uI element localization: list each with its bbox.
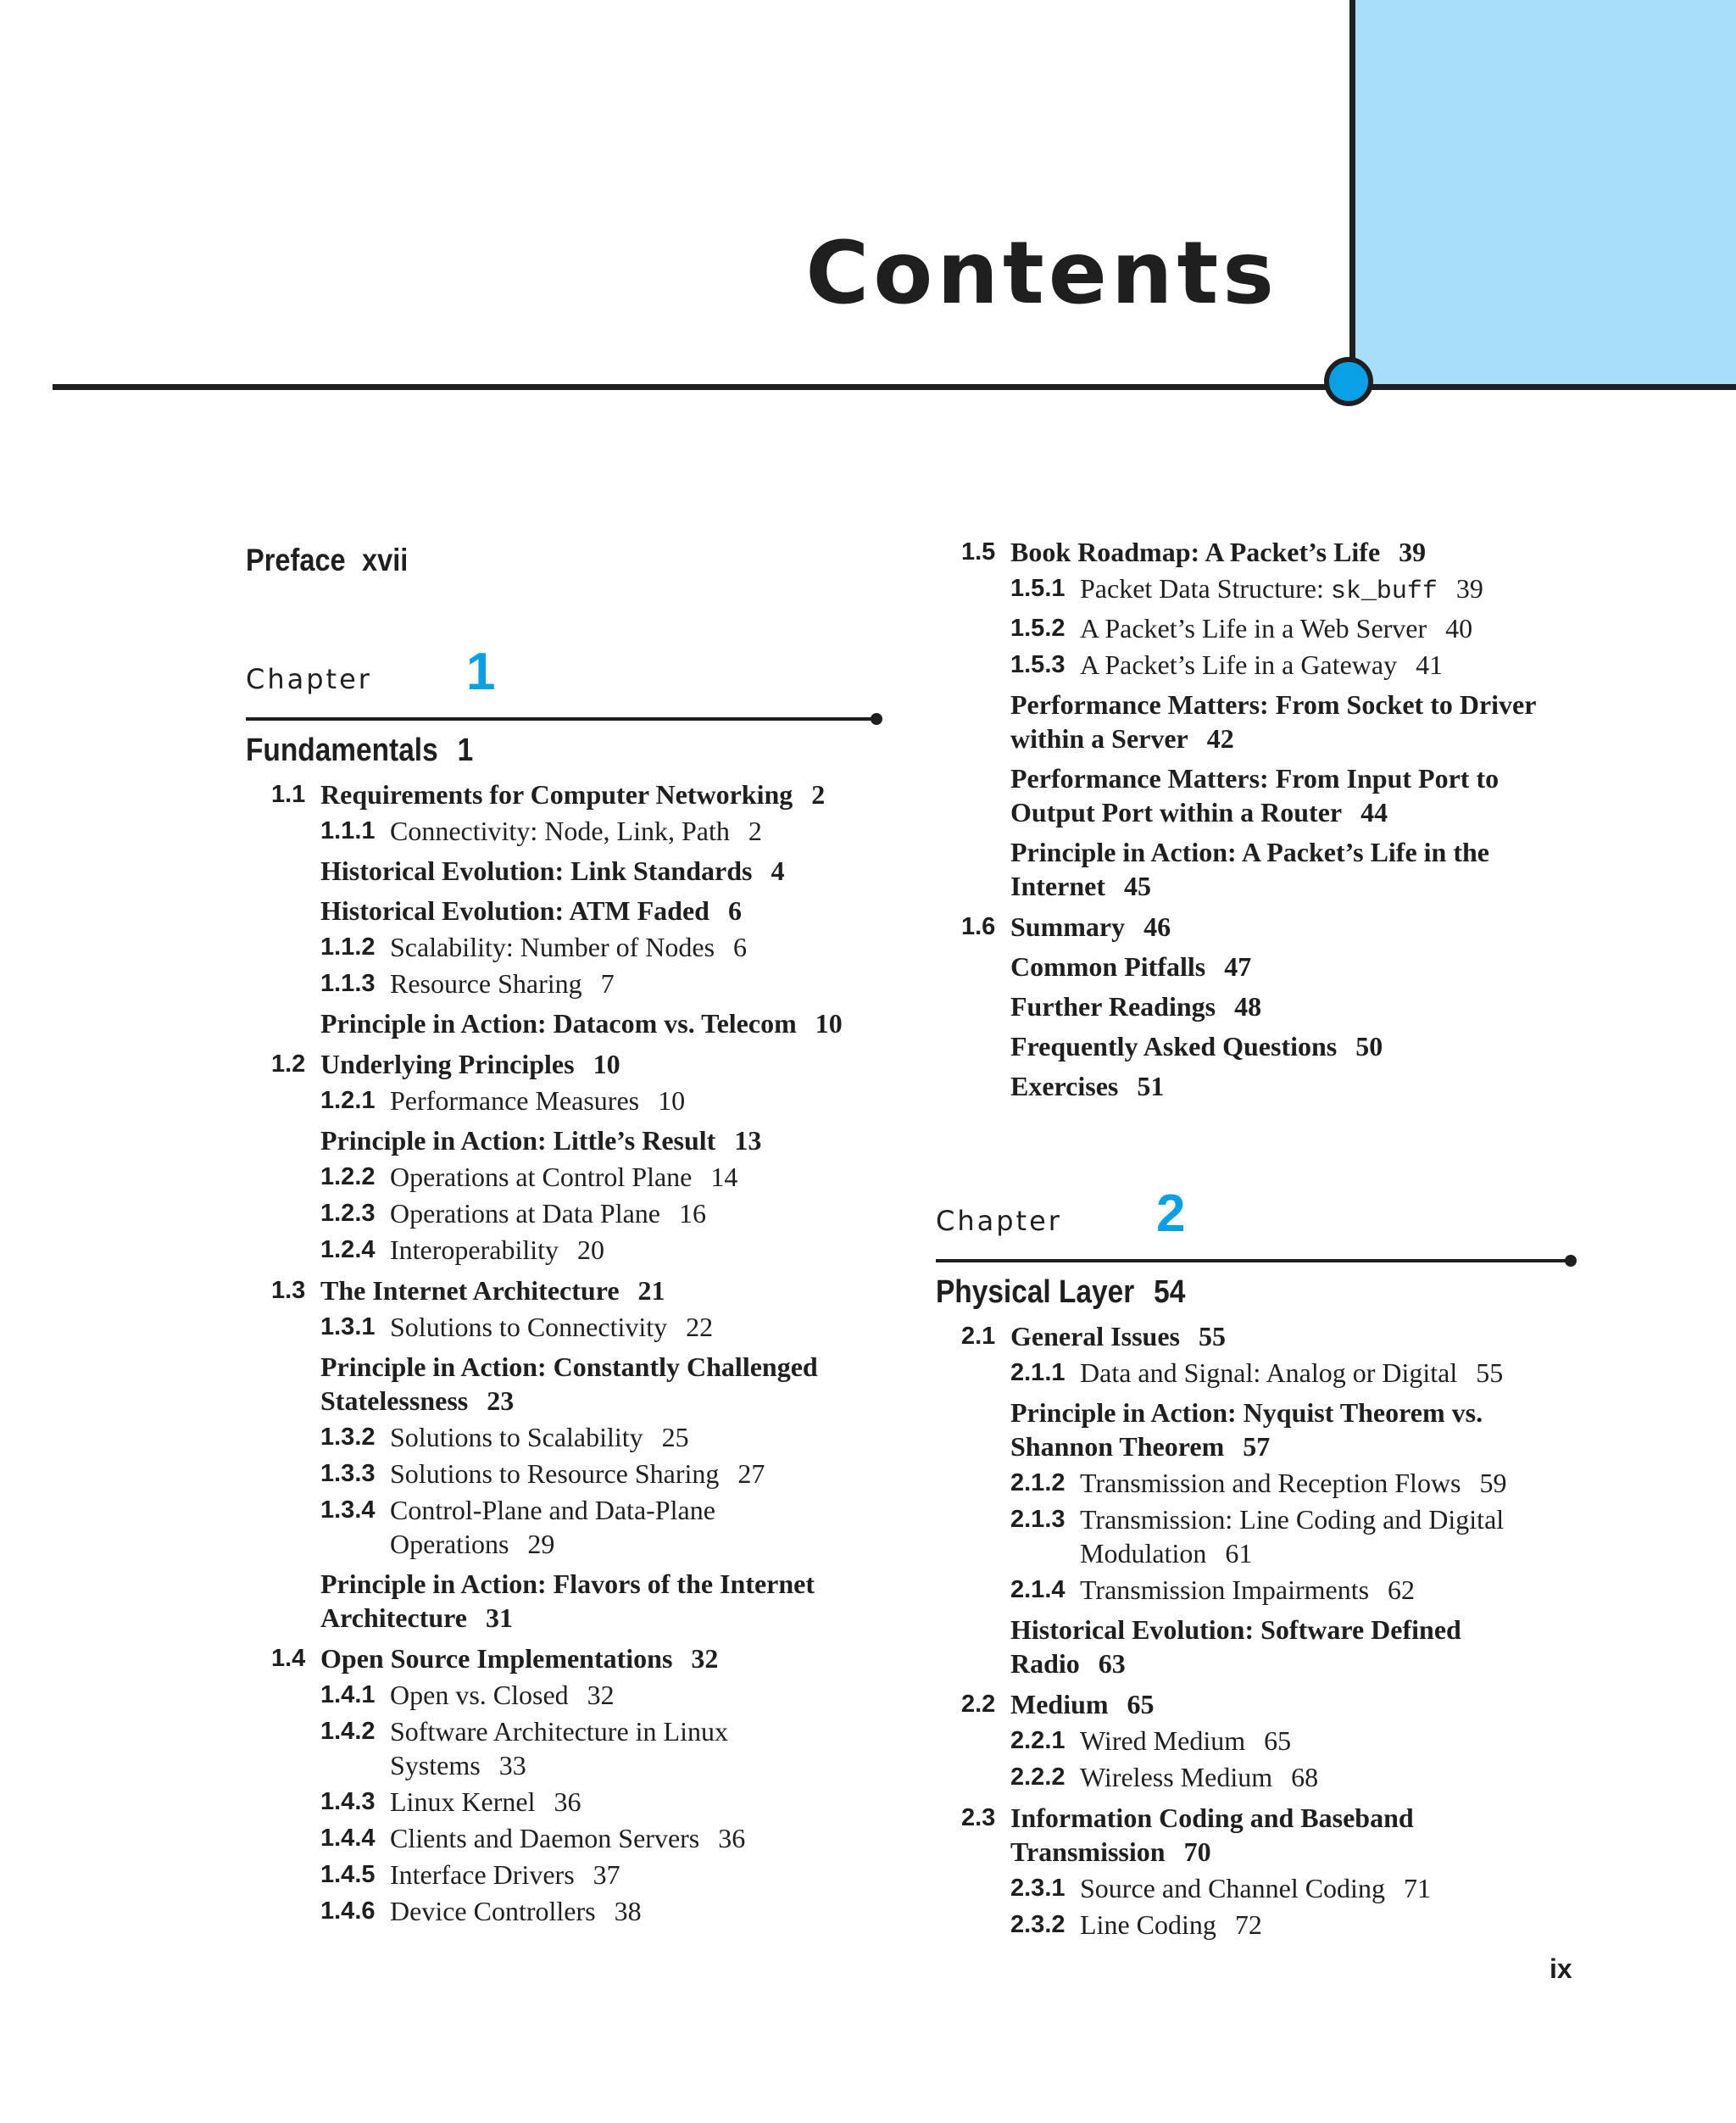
toc-entries <box>936 535 1614 1103</box>
chapter-number: 1 <box>466 643 496 701</box>
entry-page: 50 <box>1355 1031 1383 1062</box>
chapter-rule <box>936 1259 1572 1262</box>
entry-title: Principle in Action: A Packet’s Life in the <box>1010 837 1489 867</box>
section-number: 2.1.1 <box>1010 1359 1066 1386</box>
entry-title: A Packet’s Life in a Web Server <box>1080 613 1427 644</box>
entry-page: 39 <box>1399 537 1427 567</box>
entry-page: 2 <box>811 779 826 810</box>
chapter-title[interactable] <box>246 733 813 769</box>
section-number: 1.3.2 <box>320 1424 376 1451</box>
entry-title: Interoperability <box>390 1234 559 1265</box>
toc-entry[interactable] <box>320 1821 890 1855</box>
entry-title-continued: Radio <box>1010 1648 1080 1679</box>
toc-entry[interactable] <box>1010 1069 1614 1103</box>
entry-title: Common Pitfalls <box>1010 951 1206 982</box>
entry-title: Transmission and Reception Flows <box>1080 1468 1461 1498</box>
entry-title-continued: within a Server <box>1010 723 1188 754</box>
toc-entry[interactable] <box>961 1687 1614 1721</box>
section-number: 2.2 <box>961 1691 996 1718</box>
entry-title: Exercises <box>1010 1071 1119 1101</box>
section-number: 1.4.2 <box>320 1718 376 1745</box>
toc-entry[interactable] <box>320 1858 890 1892</box>
entry-page: 48 <box>1234 991 1262 1022</box>
toc-entry[interactable] <box>271 1047 890 1081</box>
toc-entries <box>936 1319 1614 1942</box>
entry-page: 29 <box>527 1529 555 1559</box>
entry-page: 22 <box>686 1312 714 1342</box>
toc-entry[interactable] <box>1010 1613 1614 1680</box>
section-number: 1.3.1 <box>320 1313 376 1340</box>
entry-page: 72 <box>1234 1909 1262 1940</box>
entry-title: Control-Plane and Data-Plane <box>390 1495 715 1525</box>
toc-entry[interactable] <box>320 1894 890 1928</box>
toc-entry[interactable] <box>320 854 890 888</box>
section-number: 2.3.1 <box>1010 1875 1066 1902</box>
entry-page: 38 <box>614 1896 642 1926</box>
toc-entry[interactable] <box>320 1123 890 1157</box>
toc-entry[interactable] <box>1010 648 1614 682</box>
entry-title: Principle in Action: Datacom vs. Telecom <box>320 1008 797 1039</box>
entry-page: 46 <box>1143 911 1171 942</box>
entry-title: Historical Evolution: Link Standards <box>320 855 753 886</box>
header-vertical-rule <box>1349 0 1355 388</box>
entry-page: 13 <box>734 1125 762 1156</box>
entry-title: Medium <box>1010 1689 1109 1719</box>
section-number: 1.5.3 <box>1010 651 1066 678</box>
section-number: 1.1.1 <box>320 817 376 844</box>
entry-page: 6 <box>733 932 748 962</box>
toc-entry[interactable] <box>320 1084 890 1117</box>
entry-page: 55 <box>1199 1321 1226 1351</box>
right-column <box>936 528 1614 1942</box>
entry-title: A Packet’s Life in a Gateway <box>1080 649 1398 680</box>
section-number: 2.2.1 <box>1010 1727 1066 1754</box>
entry-page: 20 <box>577 1234 605 1265</box>
entry-page: 57 <box>1243 1431 1271 1462</box>
toc-entry[interactable] <box>961 535 1614 569</box>
chapter-title-text: Physical Layer <box>936 1274 1135 1310</box>
entry-page: 32 <box>587 1680 615 1710</box>
entry-page: 27 <box>737 1458 765 1489</box>
entry-title: Wired Medium <box>1080 1725 1246 1756</box>
entry-title: Open vs. Closed <box>390 1680 569 1710</box>
entry-title: Requirements for Computer Networking <box>320 779 793 810</box>
entry-page: 42 <box>1206 723 1234 754</box>
entry-page: 21 <box>637 1275 665 1306</box>
entry-title-continued: Modulation <box>1080 1538 1207 1569</box>
chapter-word: Chapter <box>936 1205 1062 1237</box>
section-number: 2.1.4 <box>1010 1576 1066 1603</box>
entry-page: 6 <box>727 895 742 926</box>
entry-title: Linux Kernel <box>390 1786 536 1817</box>
entry-page: 45 <box>1123 871 1151 901</box>
entry-page: 65 <box>1264 1725 1292 1756</box>
entry-page: 36 <box>718 1823 746 1853</box>
left-column <box>246 543 890 1928</box>
entry-page: 70 <box>1183 1836 1211 1867</box>
entry-page: 59 <box>1479 1468 1507 1498</box>
toc-entry[interactable] <box>1010 1724 1614 1758</box>
section-number: 2.2.2 <box>1010 1764 1066 1791</box>
section-number: 2.1.3 <box>1010 1506 1066 1533</box>
entry-title: Performance Matters: From Input Port to <box>1010 763 1500 794</box>
section-number: 1.4.3 <box>320 1788 376 1815</box>
toc-entry[interactable] <box>320 1678 890 1712</box>
toc-entry[interactable] <box>320 1160 890 1194</box>
entry-page: 51 <box>1137 1071 1165 1101</box>
entry-title: Solutions to Resource Sharing <box>390 1458 720 1489</box>
section-number: 1.5.2 <box>1010 615 1066 642</box>
chapter-page: 54 <box>1154 1274 1186 1310</box>
toc-entry[interactable] <box>961 1801 1614 1869</box>
toc-entry[interactable] <box>320 814 890 848</box>
preface-page: xvii <box>362 543 409 577</box>
entry-page: 55 <box>1476 1357 1504 1388</box>
entry-title: Scalability: Number of Nodes <box>390 932 715 962</box>
chapter-rule <box>246 717 877 721</box>
entry-page: 31 <box>485 1602 513 1633</box>
toc-entry[interactable] <box>320 967 890 1000</box>
toc-entry[interactable] <box>320 1233 890 1267</box>
section-number: 1.4.1 <box>320 1681 376 1708</box>
entry-page: 71 <box>1403 1873 1431 1903</box>
entry-title: Connectivity: Node, Link, Path <box>390 816 730 846</box>
toc-entry[interactable] <box>1010 761 1614 829</box>
toc-entries <box>246 777 890 1928</box>
toc-entry[interactable] <box>1010 835 1614 903</box>
entry-page: 41 <box>1416 649 1444 680</box>
section-number: 1.4 <box>271 1645 306 1672</box>
entry-page: 36 <box>554 1786 581 1817</box>
section-number: 1.6 <box>961 913 996 940</box>
toc-entry[interactable] <box>271 1273 890 1307</box>
section-number: 2.1 <box>961 1323 996 1350</box>
toc-entry[interactable] <box>320 1785 890 1819</box>
entry-title: The Internet Architecture <box>320 1275 620 1306</box>
entry-title: Line Coding <box>1080 1909 1216 1940</box>
section-number: 1.4.4 <box>320 1825 376 1852</box>
toc-entry[interactable] <box>320 1457 890 1491</box>
entry-page: 10 <box>593 1049 620 1079</box>
chapter-2-heading <box>936 1181 1614 1243</box>
toc-entry[interactable] <box>320 1493 890 1561</box>
chapter-number: 2 <box>1156 1184 1186 1243</box>
entry-page: 23 <box>487 1385 515 1416</box>
toc-entry[interactable] <box>1010 611 1614 645</box>
section-number: 1.3 <box>271 1277 306 1304</box>
entry-title-continued: Operations <box>390 1529 509 1559</box>
chapter-title-text: Fundamentals <box>246 733 438 768</box>
entry-title: Principle in Action: Constantly Challenged <box>320 1351 818 1382</box>
entry-title-continued: Internet <box>1010 871 1105 901</box>
entry-title: Historical Evolution: Software Defined <box>1010 1614 1461 1645</box>
entry-page: 65 <box>1127 1689 1155 1719</box>
preface-label: Preface <box>246 543 346 577</box>
toc-entry[interactable] <box>320 1310 890 1344</box>
section-number: 1.1 <box>271 781 306 808</box>
toc-entry[interactable] <box>320 1714 890 1782</box>
section-number: 1.2.2 <box>320 1163 376 1190</box>
entry-title: Frequently Asked Questions <box>1010 1031 1338 1062</box>
chapter-word: Chapter <box>246 663 372 695</box>
toc-entry[interactable] <box>320 1420 890 1454</box>
toc-entry[interactable] <box>1010 571 1614 609</box>
section-number: 2.1.2 <box>1010 1469 1066 1496</box>
entry-title: General Issues <box>1010 1321 1180 1351</box>
chapter-title[interactable] <box>936 1274 1533 1311</box>
entry-title: Data and Signal: Analog or Digital <box>1080 1357 1458 1388</box>
preface-entry[interactable] <box>246 543 813 578</box>
entry-title: Software Architecture in Linux <box>390 1716 728 1747</box>
entry-title: Wireless Medium <box>1080 1762 1273 1792</box>
entry-page: 68 <box>1291 1762 1319 1792</box>
entry-page: 63 <box>1098 1648 1126 1679</box>
header-horizontal-rule <box>53 384 1736 390</box>
entry-page: 25 <box>661 1422 689 1452</box>
entry-title: Resource Sharing <box>390 968 582 999</box>
entry-title: Historical Evolution: ATM Faded <box>320 895 709 926</box>
toc-entry[interactable] <box>1010 950 1614 983</box>
entry-title: Further Readings <box>1010 991 1216 1022</box>
header-circle-marker <box>1324 357 1373 406</box>
entry-title-continued: Architecture <box>320 1602 467 1633</box>
entry-page: 40 <box>1445 613 1473 644</box>
toc-entry[interactable] <box>1010 1502 1614 1570</box>
entry-title: Information Coding and Baseband <box>1010 1803 1414 1833</box>
entry-title-continued: Statelessness <box>320 1385 469 1416</box>
entry-title: Solutions to Scalability <box>390 1422 643 1452</box>
entry-page: 39 <box>1455 573 1483 604</box>
toc-entry[interactable] <box>1010 1466 1614 1500</box>
section-number: 1.3.4 <box>320 1496 376 1524</box>
entry-title-continued: Systems <box>390 1750 481 1780</box>
page-title: Contents <box>805 223 1278 324</box>
toc-entry[interactable] <box>1010 1573 1614 1607</box>
entry-title-continued: Output Port within a Router <box>1010 797 1343 827</box>
entry-title: Operations at Control Plane <box>390 1162 693 1192</box>
section-number: 1.2.3 <box>320 1200 376 1227</box>
page-number: ix <box>1550 1953 1572 1984</box>
section-number: 1.4.5 <box>320 1861 376 1888</box>
entry-page: 16 <box>679 1198 706 1229</box>
section-number: 2.3.2 <box>1010 1911 1066 1938</box>
toc-entry[interactable] <box>320 894 890 928</box>
toc-entry[interactable] <box>1010 1396 1614 1463</box>
entry-page: 10 <box>815 1008 843 1039</box>
chapter-page: 1 <box>457 733 474 768</box>
section-number: 1.5 <box>961 538 996 566</box>
entry-page: 37 <box>593 1859 620 1890</box>
entry-title: Clients and Daemon Servers <box>390 1823 700 1853</box>
entry-title: Operations at Data Plane <box>390 1198 660 1229</box>
toc-entry[interactable] <box>320 1196 890 1230</box>
entry-page: 44 <box>1360 797 1388 827</box>
toc-entry[interactable] <box>320 930 890 964</box>
toc-entry[interactable] <box>1010 1908 1614 1942</box>
section-number: 1.2 <box>271 1050 306 1078</box>
toc-entry[interactable] <box>961 1319 1614 1353</box>
entry-title: Device Controllers <box>390 1896 596 1926</box>
section-number: 2.3 <box>961 1804 996 1831</box>
section-number: 1.1.3 <box>320 970 376 997</box>
entry-page: 2 <box>748 816 762 846</box>
entry-page: 61 <box>1225 1538 1253 1569</box>
section-number: 1.4.6 <box>320 1897 376 1925</box>
section-number: 1.5.1 <box>1010 575 1066 602</box>
entry-title: Principle in Action: Nyquist Theorem vs. <box>1010 1397 1483 1428</box>
entry-title: Packet Data Structure: <box>1080 573 1331 604</box>
chapter-1-heading <box>246 639 890 699</box>
toc-entry[interactable] <box>271 777 890 811</box>
entry-title: Transmission Impairments <box>1080 1574 1370 1605</box>
entry-page: 7 <box>600 968 615 999</box>
section-number: 1.3.3 <box>320 1460 376 1487</box>
toc-entry[interactable] <box>1010 1760 1614 1794</box>
entry-title: Solutions to Connectivity <box>390 1312 668 1342</box>
entry-title: Source and Channel Coding <box>1080 1873 1385 1903</box>
toc-entry[interactable] <box>320 1350 890 1418</box>
entry-title: Summary <box>1010 911 1126 942</box>
entry-title: Performance Matters: From Socket to Driver <box>1010 689 1537 720</box>
entry-page: 33 <box>498 1750 526 1780</box>
entry-title: Book Roadmap: A Packet’s Life <box>1010 537 1381 567</box>
toc-entry[interactable] <box>1010 1871 1614 1905</box>
toc-entry[interactable] <box>320 1006 890 1040</box>
entry-title: Interface Drivers <box>390 1859 575 1890</box>
entry-page: 4 <box>771 855 785 886</box>
toc-entry[interactable] <box>271 1641 890 1675</box>
entry-page: 10 <box>658 1085 686 1116</box>
entry-title: Performance Measures <box>390 1085 640 1116</box>
entry-title: Transmission: Line Coding and Digital <box>1080 1504 1505 1535</box>
toc-entry[interactable] <box>320 1567 890 1635</box>
toc-entry[interactable] <box>1010 989 1614 1023</box>
header-blue-panel <box>1355 0 1736 388</box>
entry-title-continued: Shannon Theorem <box>1010 1431 1225 1462</box>
entry-page: 14 <box>710 1162 738 1192</box>
entry-page: 62 <box>1388 1574 1416 1605</box>
toc-entry[interactable] <box>1010 1029 1614 1063</box>
entry-code: sk_buff <box>1330 577 1438 606</box>
entry-title: Principle in Action: Little’s Result <box>320 1125 716 1156</box>
section-number: 1.2.1 <box>320 1087 376 1114</box>
entry-title: Underlying Principles <box>320 1049 575 1079</box>
section-number: 1.1.2 <box>320 933 376 961</box>
entry-title: Open Source Implementations <box>320 1643 673 1674</box>
entry-title: Principle in Action: Flavors of the Internet <box>320 1569 815 1599</box>
toc-entry[interactable] <box>1010 688 1614 755</box>
entry-page: 47 <box>1224 951 1252 982</box>
entry-title-continued: Transmission <box>1010 1836 1166 1867</box>
entry-page: 32 <box>691 1643 719 1674</box>
toc-entry[interactable] <box>961 910 1614 944</box>
section-number: 1.2.4 <box>320 1236 376 1263</box>
toc-entry[interactable] <box>1010 1356 1614 1390</box>
